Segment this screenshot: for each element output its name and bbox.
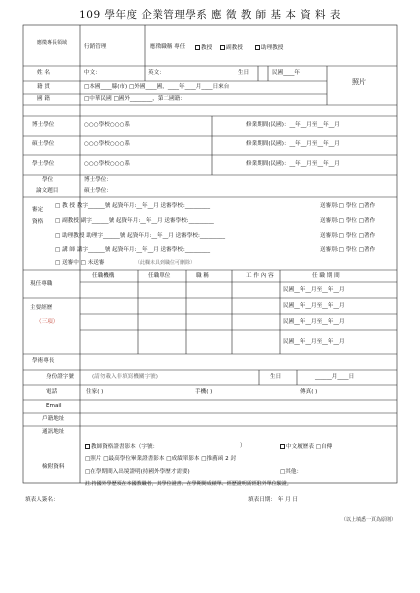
mobile-field[interactable]: 手機( ): [195, 389, 213, 395]
name-label: 姓 名: [37, 70, 50, 76]
id-birth-label: 生日: [270, 374, 282, 380]
other-check[interactable]: □其他：: [280, 469, 303, 475]
bachelor-period-field[interactable]: 修業期間(民國)：__年__月至__年__月: [246, 161, 340, 167]
checkbox-icon: [85, 444, 90, 449]
bachelor-school-field[interactable]: ○○○學校○○○系: [84, 161, 131, 167]
birth-field[interactable]: 民國____年: [272, 70, 300, 76]
thesis-label-2: 論文題目: [36, 188, 59, 194]
origin-field[interactable]: □本國____縣(市) □外國____國，____年____月____日來台: [84, 84, 230, 90]
page-title: 109 學年度 企業管理學系 應 徵 教 師 基 本 資 料 表: [79, 9, 341, 21]
bachelor-degree-label: 學士學位: [32, 161, 55, 167]
origin-label: 籍 貫: [37, 84, 50, 90]
col-period-header: 任 職 期 間: [312, 273, 340, 279]
job-option-associate[interactable]: 副教授: [220, 45, 243, 52]
review-row-assistant[interactable]: □ 助理教授 助理字______號 起資年月:__年__月 送審學校:_________: [55, 233, 225, 239]
review-type-assistant[interactable]: 送審別:□ 學位 □著作: [320, 233, 376, 239]
nation-label: 國 籍: [37, 96, 50, 102]
review-label-2: 資格: [32, 219, 44, 225]
review-type-lecturer[interactable]: 送審別:□ 學位 □著作: [320, 247, 376, 253]
main-period-field-1[interactable]: 民國__年__月至__年__月: [283, 303, 345, 309]
mail-addr-label: 通訊地址: [42, 429, 65, 435]
verification-note: 註:持國外學歷須在本國教職者，其學位證書、在學期間成績單、經歷證明需經駐外單位驗證。: [85, 481, 292, 487]
job-label: 應徵職稱 專任: [150, 44, 186, 50]
review-label-1: 審定: [32, 207, 44, 213]
review-note: （此欄未具到職位可刪除）: [135, 260, 196, 266]
review-row-professor[interactable]: □ 教 授 教字______號 起資年月:__年__月 送審學校:_________: [55, 203, 210, 209]
id-field[interactable]: (請勿載入非填寫機關字號): [92, 374, 158, 380]
current-period-field[interactable]: 民國__年__月至__年__月: [283, 287, 345, 293]
main-exp-label: 主要經歷: [30, 305, 53, 311]
current-job-label: 現任專職: [30, 281, 53, 287]
main-exp-note: （三項）: [36, 319, 59, 325]
phd-degree-label: 博士學位: [32, 122, 55, 128]
id-label: 身份證字號: [46, 374, 74, 380]
date-field[interactable]: 填表日期： 年 月 日: [248, 497, 299, 503]
thesis-label-1: 學位: [42, 177, 54, 183]
col-org-header: 任職機構: [92, 273, 115, 279]
photo-placeholder[interactable]: 照片: [352, 78, 366, 86]
main-period-field-2[interactable]: 民國__年__月至__年__月: [283, 319, 345, 325]
signer-field[interactable]: 填表人簽名：: [25, 497, 59, 503]
col-unit-header: 任職單位: [148, 273, 171, 279]
travel-record-check[interactable]: □在學期間入出境證明(持國外學歷才需要): [85, 469, 190, 475]
checkbox-icon: [195, 45, 200, 50]
checkbox-icon: [280, 444, 285, 449]
field-value[interactable]: 行銷管理: [84, 44, 107, 50]
home-addr-label: 戶籍地址: [42, 416, 65, 422]
name-en-field[interactable]: 英文：: [148, 70, 165, 76]
col-title-header: 職 稱: [196, 273, 209, 279]
master-school-field[interactable]: ○○○學校○○○系: [84, 141, 131, 147]
footer-note: （以上填悉一頁為原則）: [340, 517, 396, 523]
name-zh-field[interactable]: 中文：: [84, 70, 101, 76]
checkbox-icon: [220, 45, 225, 50]
email-label: Email: [46, 403, 62, 409]
nation-field[interactable]: □中華民國 □國外________，第二國籍：: [84, 96, 186, 102]
job-option-assistant[interactable]: 助理教授: [255, 45, 283, 52]
home-phone-field[interactable]: 住家( ): [86, 389, 104, 395]
review-type-associate[interactable]: 送審別:□ 學位 □著作: [320, 218, 376, 224]
specialty-label: 學術專長: [32, 358, 55, 364]
field-label: 應徵專長領域: [36, 40, 67, 46]
phone-label: 電話: [46, 389, 58, 395]
job-option-professor[interactable]: 教授: [195, 45, 212, 52]
birth-label: 生日: [238, 70, 250, 76]
id-birth-field[interactable]: ______月____日: [315, 374, 355, 380]
phd-school-field[interactable]: ○○○學校○○○系: [84, 122, 131, 128]
review-row-lecturer[interactable]: □ 講 師 講字______號 起資年月:__年__月 送審學校:_________: [55, 247, 210, 253]
thesis-phd-field[interactable]: 博士學位：: [84, 177, 112, 183]
thesis-master-field[interactable]: 碩士學位：: [84, 188, 112, 194]
review-type-professor[interactable]: 送審別:□ 學位 □著作: [320, 203, 376, 209]
resume-check[interactable]: 中文履歷表 □自傳: [280, 444, 332, 451]
review-pending-row[interactable]: □ 送審中 □ 未送審: [55, 260, 105, 266]
master-degree-label: 碩士學位: [32, 141, 55, 147]
master-period-field[interactable]: 修業期間(民國)：__年__月至__年__月: [246, 141, 340, 147]
attachments-label: 檢附資料: [42, 464, 65, 470]
attachments-row-2[interactable]: □照片 □最高學位畢業證書影本 □成績單影本 □推薦函 2 封: [85, 456, 237, 462]
main-period-field-3[interactable]: 民國__年__月至__年__月: [283, 339, 345, 345]
cert-copy-check[interactable]: 教師資格證書影本（字號：: [85, 444, 158, 451]
checkbox-icon: [255, 45, 260, 50]
phd-period-field[interactable]: 修業期間(民國)：__年__月至__年__月: [246, 122, 340, 128]
col-content-header: 工 作 內 容: [246, 273, 274, 279]
fax-field[interactable]: 傳真( ): [300, 389, 318, 395]
cert-close: ）: [240, 443, 246, 449]
review-row-associate[interactable]: □ 副教授 副字______號 起資年月:__年__月 送審學校:_________: [55, 218, 214, 224]
